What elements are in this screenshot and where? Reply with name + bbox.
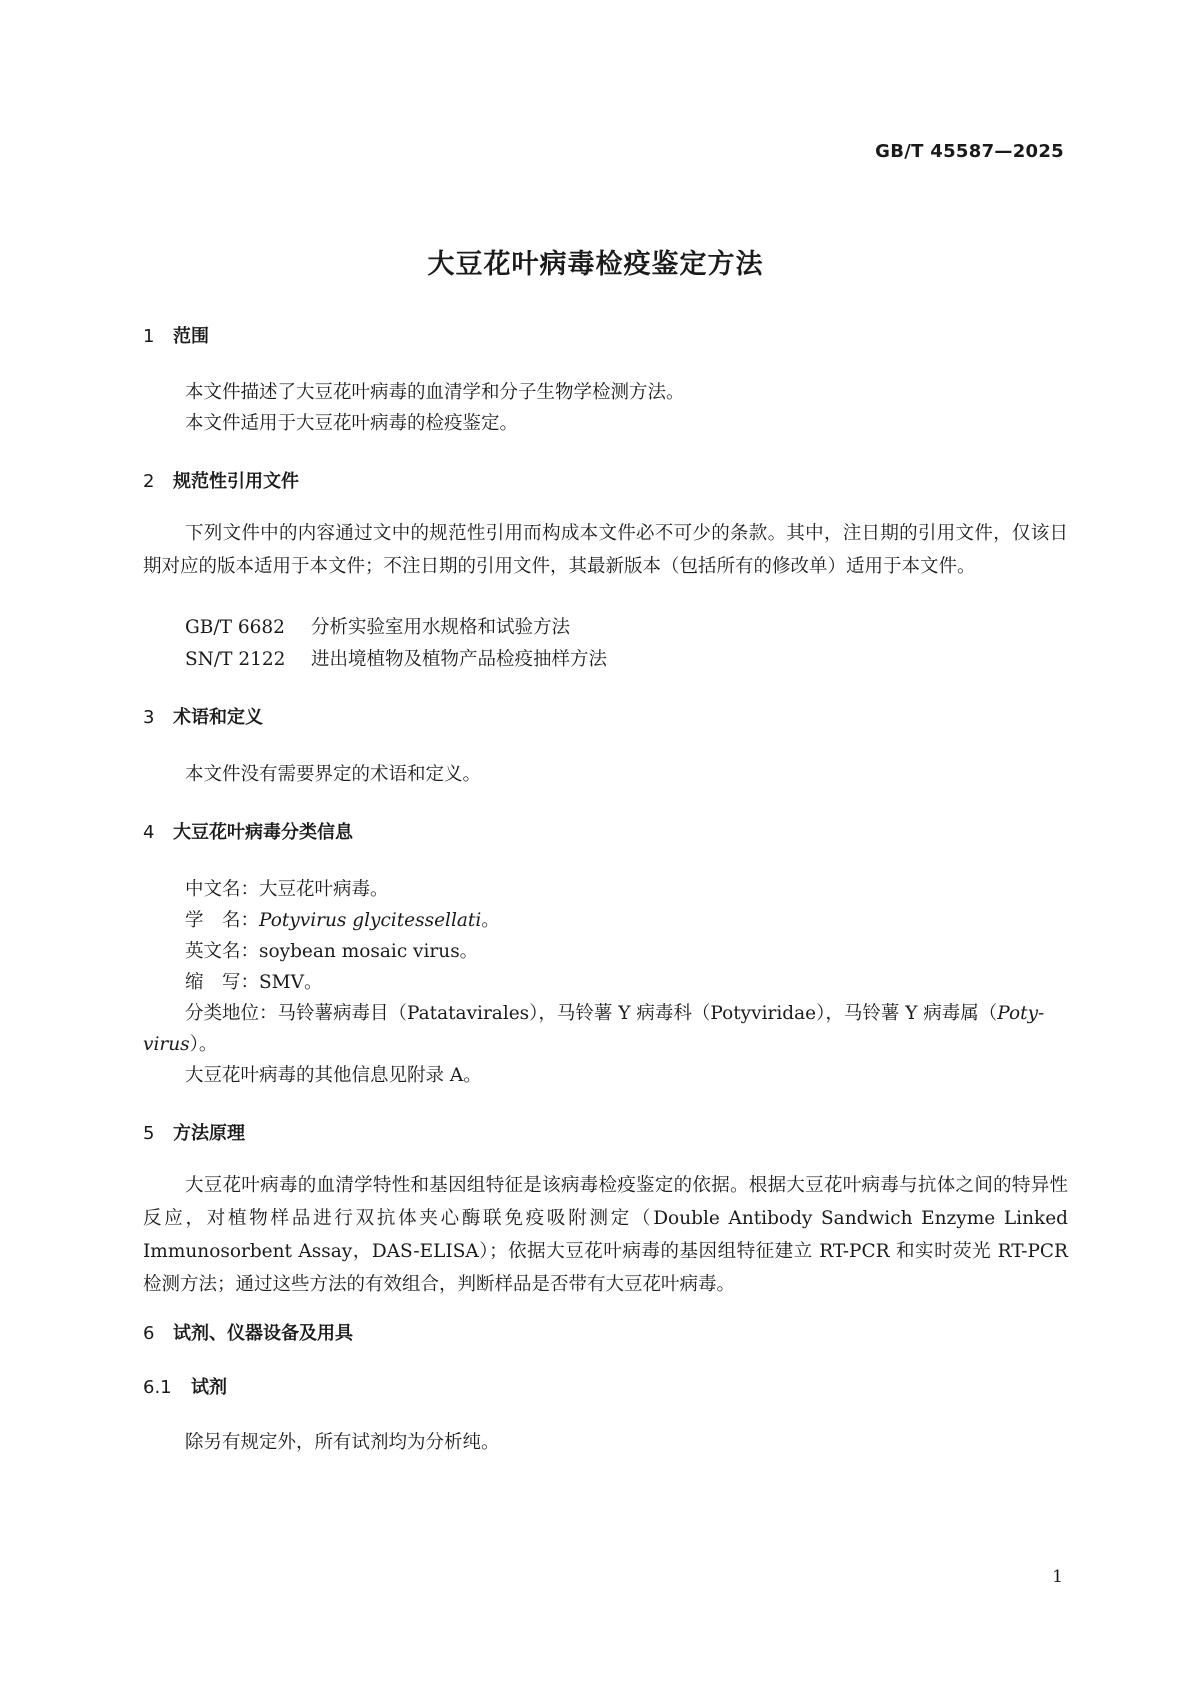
section-number: 2: [143, 471, 155, 492]
genus-name-part: Poty-: [997, 1003, 1045, 1024]
section-title: 大豆花叶病毒分类信息: [173, 822, 353, 843]
section-3-heading: [143, 703, 263, 729]
taxonomy-line-2: [143, 1030, 217, 1056]
section-number: 4: [143, 822, 155, 843]
reference-title: 分析实验室用水规格和试验方法: [311, 617, 571, 638]
section-number: 6: [143, 1323, 155, 1344]
section-1-heading: [143, 322, 209, 348]
taxonomy-line-1: [185, 999, 1044, 1025]
normative-reference: [185, 613, 570, 639]
section-title: 试剂: [191, 1377, 227, 1398]
section-title: 试剂、仪器设备及用具: [173, 1323, 353, 1344]
page-number: 1: [1052, 1567, 1063, 1587]
reference-title: 进出境植物及植物产品检疫抽样方法: [311, 649, 608, 670]
reference-code: GB/T 6682: [185, 617, 285, 638]
section-4-heading: [143, 818, 353, 844]
abbreviation: 缩 写：SMV。: [185, 972, 323, 993]
paragraph: 大豆花叶病毒的其他信息见附录 A。: [185, 1065, 482, 1086]
section-number: 3: [143, 707, 155, 728]
section-title: 方法原理: [173, 1123, 245, 1144]
scientific-name: [185, 906, 500, 932]
paragraph: 下列文件中的内容通过文中的规范性引用而构成本文件必不可少的条款。其中，注日期的引用文件，仅该日期对应的版本适用于本文件；不注日期的引用文件，其最新版本（包括所有的修改单）适用于本文件。: [143, 523, 1068, 577]
section-title: 范围: [173, 326, 209, 347]
paragraph: 除另有规定外，所有试剂均为分析纯。: [185, 1432, 500, 1453]
punctuation: 。: [481, 910, 500, 931]
document-title: 大豆花叶病毒检疫鉴定方法: [427, 249, 764, 280]
reference-code: SN/T 2122: [185, 649, 286, 670]
paragraph: 大豆花叶病毒的血清学特性和基因组特征是该病毒检疫鉴定的依据。根据大豆花叶病毒与抗体之间的特异性反应，对植物样品进行双抗体夹心酶联免疫吸附测定（Double Antibody Sandwich Enzyme Linked Immunosorbent Assay，DAS-ELISA）；依据大豆花叶病毒的基因组特征建立 RT-PCR 和实时荧光 RT-PCR 检测方法；通过这些方法的有效组合，判断样品是否带有大豆花叶病毒。: [143, 1175, 1068, 1295]
english-name: 英文名：soybean mosaic virus。: [185, 941, 479, 962]
standard-code: GB/T 45587—2025: [875, 141, 1064, 162]
taxonomy-text: 分类地位：马铃薯病毒目（Patatavirales），马铃薯 Y 病毒科（Potyviridae），马铃薯 Y 病毒属（: [185, 1003, 998, 1024]
section-6-heading: [143, 1319, 353, 1345]
taxonomy-text: ）。: [189, 1034, 218, 1055]
subsection-6-1-heading: [143, 1373, 227, 1399]
section-title: 术语和定义: [173, 707, 263, 728]
chinese-name: 中文名：大豆花叶病毒。: [185, 879, 389, 900]
section-number: 6.1: [143, 1377, 172, 1398]
section-2-heading: [143, 467, 299, 493]
paragraph: 本文件适用于大豆花叶病毒的检疫鉴定。: [185, 413, 519, 434]
scientific-name-label: 学 名：: [185, 910, 260, 931]
section-5-heading: [143, 1119, 245, 1145]
genus-name-part: virus: [143, 1034, 190, 1055]
normative-reference: [185, 645, 607, 671]
paragraph: 本文件描述了大豆花叶病毒的血清学和分子生物学检测方法。: [185, 382, 685, 403]
paragraph: 本文件没有需要界定的术语和定义。: [185, 764, 482, 785]
section-number: 1: [143, 326, 155, 347]
section-title: 规范性引用文件: [173, 471, 299, 492]
scientific-name-value: Potyvirus glycitessellati: [259, 910, 482, 931]
section-number: 5: [143, 1123, 155, 1144]
